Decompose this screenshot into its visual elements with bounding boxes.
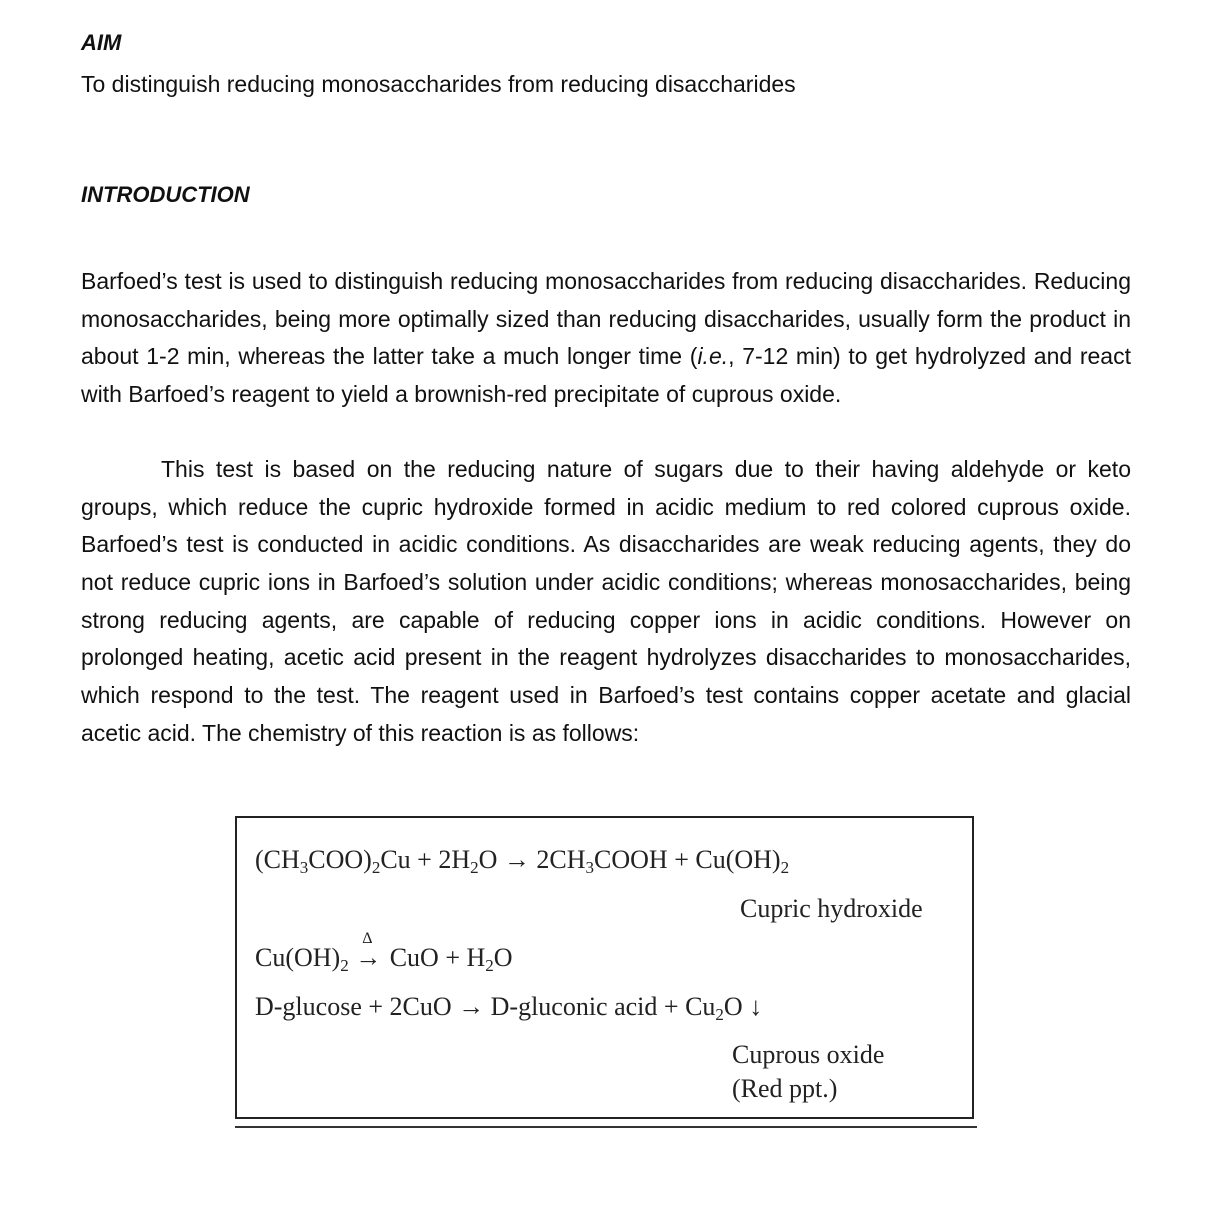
reaction-equation-2: $Cu(OH)_2$ Δ → CuO + $H_2O$ [255, 930, 513, 975]
aim-text: To distinguish reducing monosaccharides from reducing disaccharides [81, 71, 796, 97]
para1-text-a: Barfoed’s test is used to distinguish reducing monosaccharides from reducing disaccharides. Reducing monosaccharides, being more optimally sized than reducing disaccharides, usually form the product in about 1-2 min, whereas the latter take a much longer time ( [81, 268, 1131, 370]
cupric-hydroxide-label: Cupric hydroxide [740, 894, 923, 923]
reaction-equation-3: D-glucose + 2CuO → D-gluconic acid + $Cu_2O$ ↓ [255, 992, 763, 1024]
reaction-box [235, 816, 974, 1119]
aim-heading: AIM [81, 30, 122, 55]
introduction-heading: INTRODUCTION [81, 182, 250, 207]
red-ppt-label: (Red ppt.) [732, 1074, 838, 1103]
cuprous-oxide-label: Cuprous oxide [732, 1040, 885, 1069]
box-underline-divider [235, 1126, 977, 1128]
document-body [81, 30, 1131, 752]
intro-paragraph-1 [81, 263, 1131, 414]
reaction-equation-1: $(CH_3COO)_2Cu + 2H_2O$ → $2CH_3COOH + Cu(OH)_2$ [255, 845, 790, 877]
para1-text-b: , 7-12 min) to get hydrolyzed and react with Barfoed’s reagent to yield a brownish-red precipitate of cuprous oxide. [81, 343, 1131, 408]
heat-arrow: Δ → [355, 930, 382, 972]
intro-paragraph-2: This test is based on the reducing nature of sugars due to their having aldehyde or keto groups, which reduce the cupric hydroxide formed in acidic medium to red colored cuprous oxide. Barfoed’s test is conducted in acidic conditions. As disaccharides are weak reducing agents, they do not reduce cupric ions in Barfoed’s solution under acidic conditions; whereas monosaccharides, being strong reducing agents, are capable of reducing copper ions in acidic conditions. However on prolonged heating, acetic acid present in the reagent hydrolyzes disaccharides to monosaccharides, which respond to the test. The reagent used in Barfoed’s test contains copper acetate and glacial acetic acid. The chemistry of this reaction is as follows: [81, 455, 1131, 746]
para1-italic-ie: i.e. [697, 343, 729, 370]
